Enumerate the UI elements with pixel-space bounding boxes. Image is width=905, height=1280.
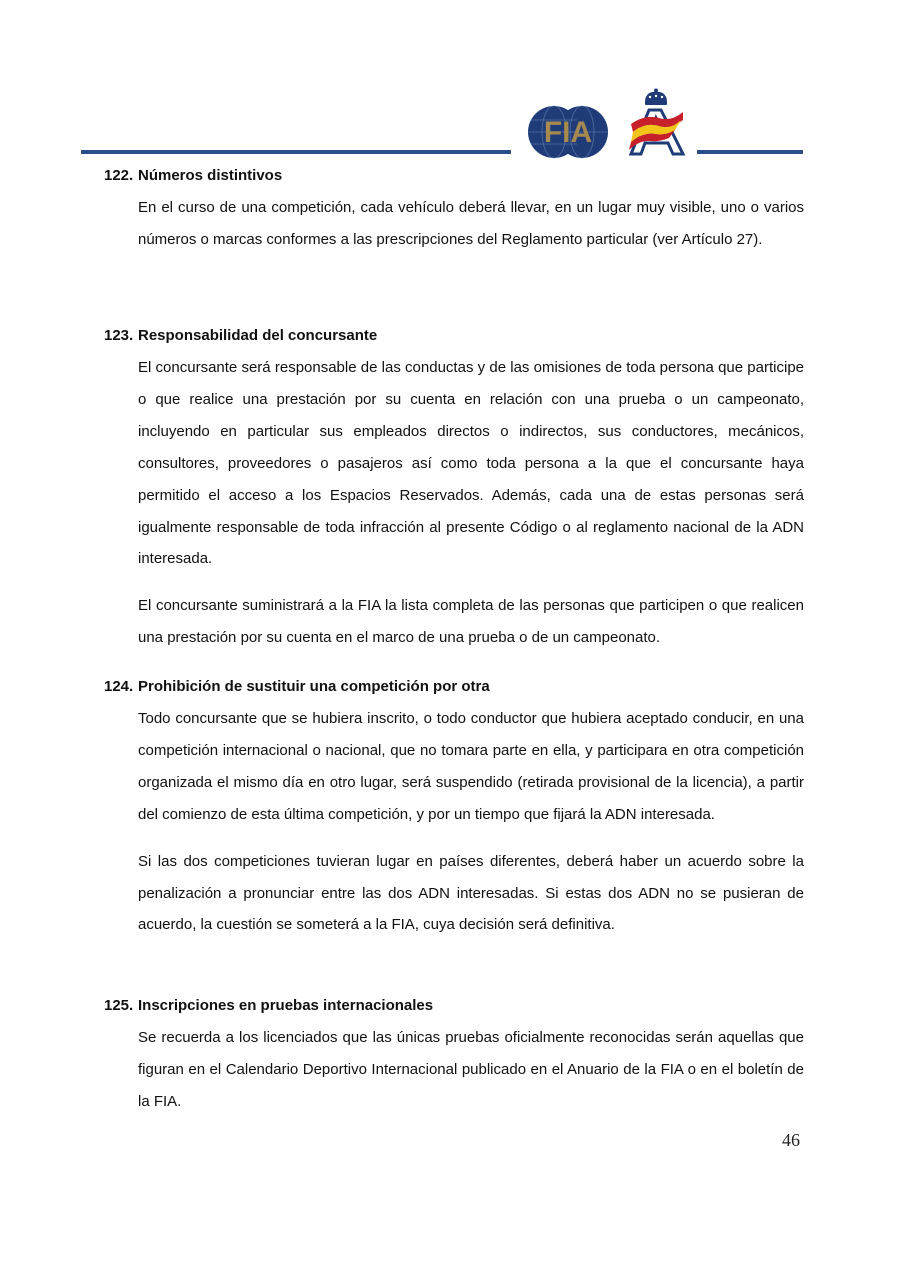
article-paragraph: El concursante será responsable de las conductas y de las omisiones de toda persona que participe o que realice una prestación por su cuenta en relación con una prueba o un campeonato, incluyendo en particular sus empleados directos o indirectos, sus conductores, mecánicos, consultores, proveedores o pasajeros así como toda persona a la que el concursante haya permitido el acceso a los Espacios Reservados. Además, cada una de estas personas será igualmente responsable de toda infracción al presente Código o al reglamento nacional de la ADN interesada. xyxy=(138,359,804,568)
article-heading xyxy=(104,166,804,186)
fia-logo-icon xyxy=(527,104,609,160)
article-number: 122. xyxy=(104,167,134,184)
header-rule-left xyxy=(81,150,511,154)
article-title: Responsabilidad del concursante xyxy=(138,327,378,344)
header-rule-right xyxy=(697,150,803,154)
article-title: Inscripciones en pruebas internacionales xyxy=(138,997,434,1014)
article-number: 123. xyxy=(104,327,134,344)
article-title: Números distintivos xyxy=(138,167,283,184)
article-123 xyxy=(104,326,804,669)
article-122 xyxy=(104,166,804,271)
article-124 xyxy=(104,677,804,956)
rfeda-logo-icon xyxy=(625,88,687,156)
article-paragraph: En el curso de una competición, cada vehículo deberá llevar, en un lugar muy visible, uno o varios números o marcas conformes a las prescripciones del Reglamento particular (ver Artículo 27). xyxy=(138,199,804,248)
article-125 xyxy=(104,996,804,1133)
article-heading xyxy=(104,996,804,1016)
article-number: 125. xyxy=(104,997,134,1014)
article-paragraph: Se recuerda a los licenciados que las únicas pruebas oficialmente reconocidas serán aquellas que figuran en el Calendario Deportivo Internacional publicado en el Anuario de la FIA o en el boletín de la FIA. xyxy=(138,1029,804,1110)
svg-text:FIA: FIA xyxy=(543,116,593,149)
page-header xyxy=(0,0,905,170)
article-heading xyxy=(104,677,804,697)
article-paragraph: Todo concursante que se hubiera inscrito, o todo conductor que hubiera aceptado conducir, en una competición internacional o nacional, que no tomara parte en ella, y participara en otra competición organizada el mismo día en otro lugar, será suspendido (retirada provisional de la licencia), a partir del comienzo de esta última competición, y por un tiempo que fijará la ADN interesada. xyxy=(138,710,804,823)
article-title: Prohibición de sustituir una competición por otra xyxy=(138,678,490,695)
article-paragraph: El concursante suministrará a la FIA la lista completa de las personas que participen o que realicen una prestación por su cuenta en el marco de una prueba o de un campeonato. xyxy=(138,597,804,647)
article-heading xyxy=(104,326,804,346)
article-paragraph: Si las dos competiciones tuvieran lugar en países diferentes, deberá haber un acuerdo sobre la penalización a pronunciar entre las dos ADN interesadas. Si estas dos ADN no se pusieran de acuerdo, la cuestión se someterá a la FIA, cuya decisión será definitiva. xyxy=(138,852,804,934)
article-number: 124. xyxy=(104,678,134,695)
page-number: 46 xyxy=(782,1130,800,1150)
